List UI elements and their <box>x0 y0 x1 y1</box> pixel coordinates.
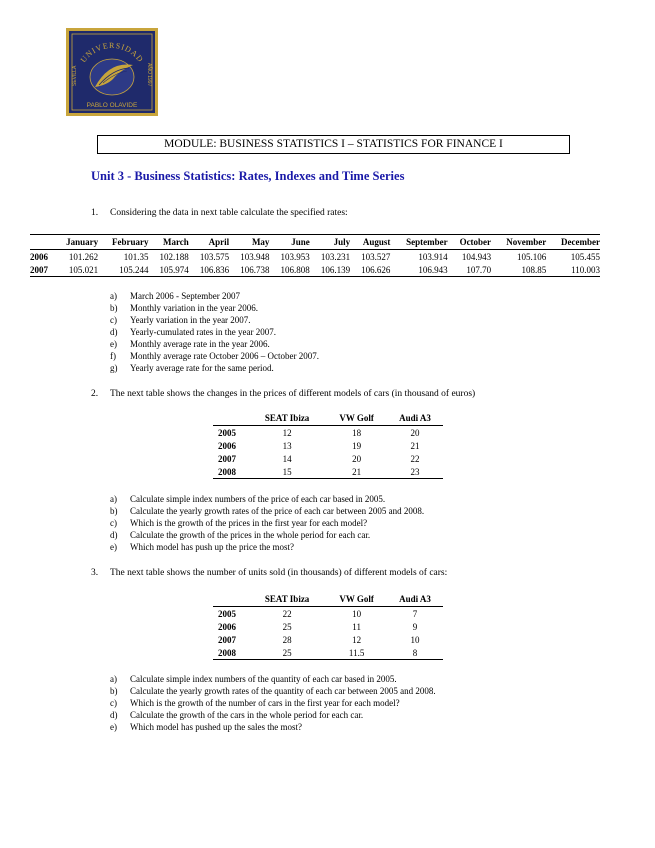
cell-value: 107.70 <box>466 264 492 275</box>
year-header <box>30 235 54 250</box>
list-item: e) Which model has push up the price the most? <box>110 542 294 552</box>
cell-value: 106.943 <box>418 264 448 275</box>
model-header: SEAT Ibiza <box>264 413 310 423</box>
model-header: Audi A3 <box>399 594 431 604</box>
question-1-number: 1. <box>91 208 99 218</box>
list-item: f) Monthly average rate October 2006 – October 2007. <box>110 351 319 361</box>
table-row: 2005 12 18 20 <box>218 427 420 438</box>
list-item: e) Monthly average rate in the year 2006. <box>110 339 270 349</box>
month-header: July <box>333 237 351 247</box>
question-1-items <box>110 290 319 374</box>
month-header: November <box>506 237 547 247</box>
table-row: 2008 25 11.5 8 <box>213 646 443 660</box>
month-header: January <box>66 237 99 247</box>
month-header: April <box>208 237 230 247</box>
cell-value: 103.948 <box>240 251 270 262</box>
list-item: b) Calculate the yearly growth rates of the quantity of each car between 2005 and 2008. <box>110 686 436 696</box>
year-header <box>213 592 248 607</box>
month-header: October <box>459 237 492 247</box>
cell-value: 106.626 <box>361 264 391 275</box>
table-row <box>30 263 600 277</box>
question-3-text: The next table shows the number of units sold (in thousands) of different models of cars: <box>110 568 448 578</box>
cell-value: 103.914 <box>418 251 448 262</box>
table-row: 2007 14 20 22 <box>218 453 420 464</box>
question-2-number: 2. <box>91 389 99 399</box>
month-header: June <box>291 237 310 247</box>
model-header: Audi A3 <box>399 413 431 423</box>
month-header: December <box>561 237 600 247</box>
list-item: d) Yearly-cumulated rates in the year 2007. <box>110 327 277 337</box>
list-item: c) Which is the growth of the number of cars in the first year for each model? <box>110 698 400 708</box>
cell-value: 104.943 <box>461 251 492 262</box>
cell-value: 105.244 <box>119 264 149 275</box>
monthly-index-table <box>30 234 600 277</box>
question-2-text: The next table shows the changes in the prices of different models of cars (in thousand of euros) <box>110 389 476 399</box>
cell-value: 103.527 <box>361 251 391 262</box>
logo-emblem-icon <box>69 31 155 113</box>
list-item: b) Calculate the yearly growth rates of the price of each car between 2005 and 2008. <box>110 506 425 516</box>
cell-value: 106.808 <box>280 264 310 275</box>
table-row: 2005 22 10 7 <box>218 608 418 619</box>
logo-left-text: SEVILLA <box>72 65 78 86</box>
table-row: 2007 28 12 10 <box>218 634 420 645</box>
month-header: August <box>362 237 391 247</box>
car-prices-table <box>213 411 443 479</box>
year-header <box>213 411 248 426</box>
question-3-number: 3. <box>91 568 99 578</box>
cell-value: 105.455 <box>570 251 600 262</box>
month-header: September <box>406 237 448 247</box>
month-header: February <box>111 237 149 247</box>
unit-title: Unit 3 - Business Statistics: Rates, Indexes and Time Series <box>91 169 405 183</box>
model-header: VW Golf <box>339 594 374 604</box>
list-item: a) Calculate simple index numbers of the price of each car based in 2005. <box>110 494 386 504</box>
cell-value: 106.836 <box>199 264 230 275</box>
month-header: March <box>162 237 189 247</box>
cell-value: 105.106 <box>516 251 547 262</box>
table-row <box>30 250 600 264</box>
car-sales-table <box>213 592 443 660</box>
module-title: MODULE: BUSINESS STATISTICS I – STATISTICS FOR FINANCE I <box>97 135 570 154</box>
table-row: 2008 15 21 23 <box>213 465 443 479</box>
list-item: a) March 2006 - September 2007 <box>110 291 240 301</box>
logo-right-text: AÑO 1997 <box>146 63 152 87</box>
table-header-row <box>213 592 443 607</box>
cell-value: 106.139 <box>320 264 351 275</box>
list-item: d) Calculate the growth of the cars in the whole period for each car. <box>110 710 364 720</box>
list-item: c) Yearly variation in the year 2007. <box>110 315 251 325</box>
list-item: e) Which model has pushed up the sales the most? <box>110 722 302 732</box>
logo-bottom-text: PABLO OLAVIDE <box>86 102 138 109</box>
cell-value: 103.575 <box>199 251 230 262</box>
cell-value: 103.231 <box>320 251 351 262</box>
table-header-row <box>30 235 600 250</box>
cell-value: 101.262 <box>68 251 99 262</box>
question-3-items <box>110 673 436 733</box>
cell-value: 102.188 <box>159 251 189 262</box>
cell-value: 106.738 <box>240 264 270 275</box>
cell-value: 108.85 <box>521 264 547 275</box>
cell-value: 101.35 <box>123 251 149 262</box>
question-2-items <box>110 493 424 553</box>
table-row: 2006 13 19 21 <box>218 440 420 451</box>
table-row: 2006 25 11 9 <box>218 621 418 632</box>
cell-value: 103.953 <box>280 251 310 262</box>
list-item: c) Which is the growth of the prices in the first year for each model? <box>110 518 368 528</box>
row-year: 2006 <box>30 251 48 262</box>
cell-value: 105.974 <box>159 264 189 275</box>
cell-value: 110.003 <box>571 264 600 275</box>
table-header-row <box>213 411 443 426</box>
row-year: 2007 <box>30 264 48 275</box>
list-item: d) Calculate the growth of the prices in the whole period for each car. <box>110 530 371 540</box>
list-item: b) Monthly variation in the year 2006. <box>110 303 258 313</box>
model-header: SEAT Ibiza <box>264 594 310 604</box>
list-item: a) Calculate simple index numbers of the quantity of each car based in 2005. <box>110 674 397 684</box>
university-logo <box>66 28 158 116</box>
model-header: VW Golf <box>339 413 374 423</box>
question-1-text: Considering the data in next table calculate the specified rates: <box>110 208 348 218</box>
logo-top-text: UNIVERSIDAD <box>78 40 146 65</box>
list-item: g) Yearly average rate for the same period. <box>110 363 274 373</box>
month-header: May <box>251 237 270 247</box>
cell-value: 105.021 <box>68 264 99 275</box>
